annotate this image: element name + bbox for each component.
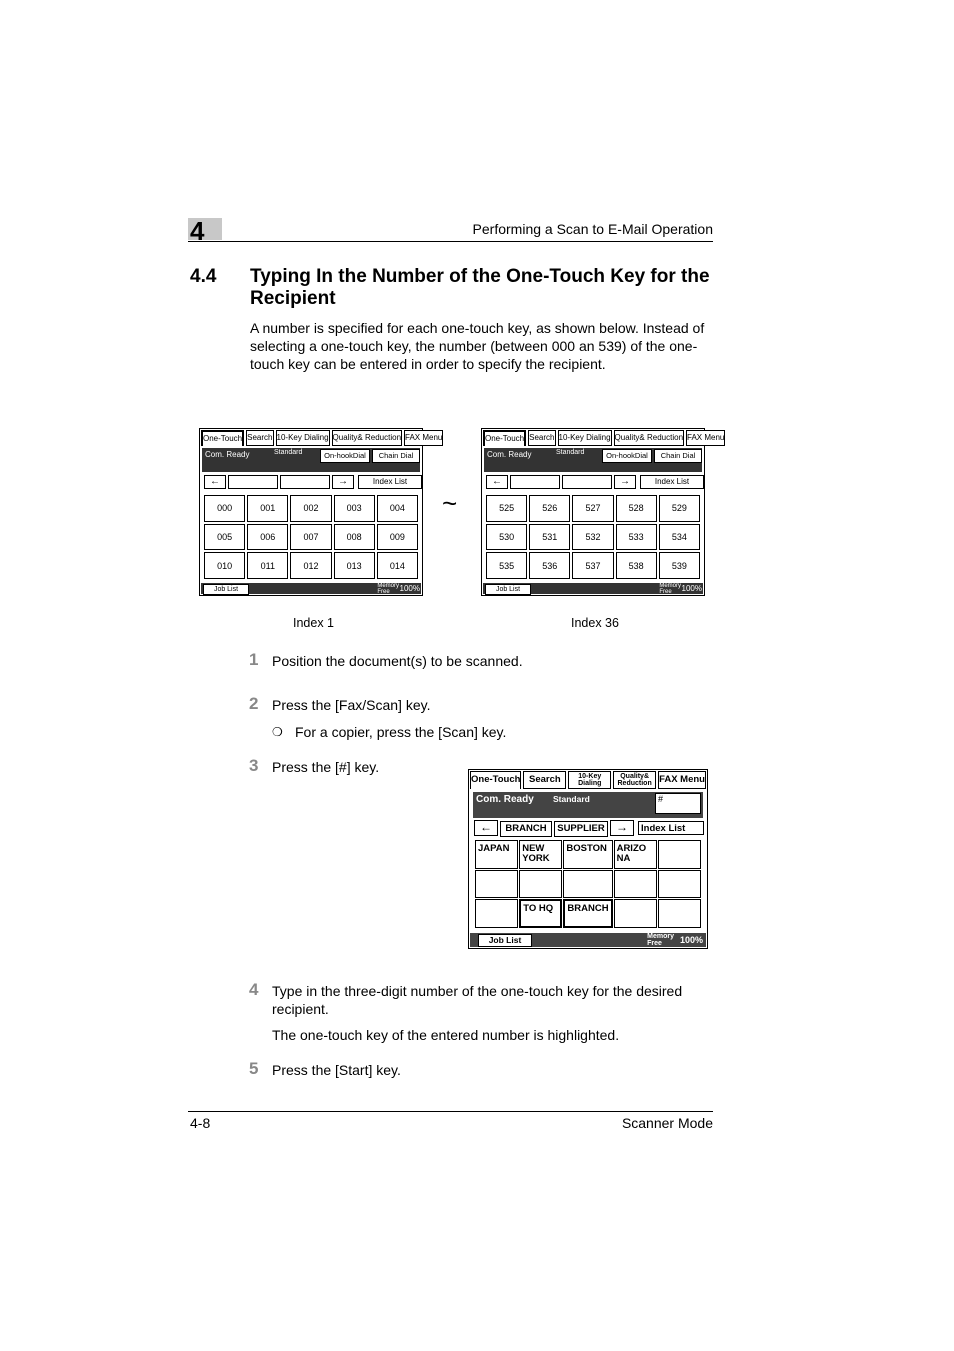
one-touch-key[interactable]: 011 <box>247 552 288 579</box>
status-bar <box>473 792 703 818</box>
one-touch-key[interactable]: 528 <box>616 495 657 522</box>
one-touch-grid <box>475 840 701 928</box>
tab-search[interactable]: Search <box>246 430 273 446</box>
index-slot <box>228 475 278 489</box>
one-touch-key[interactable]: 527 <box>572 495 613 522</box>
step-number: 5 <box>249 1059 259 1078</box>
one-touch-key[interactable]: 008 <box>334 524 375 551</box>
tab-10-key[interactable]: 10-Key Dialing <box>276 430 330 446</box>
one-touch-key[interactable]: 001 <box>247 495 288 522</box>
footer-bar <box>483 583 703 594</box>
one-touch-key[interactable]: 532 <box>572 524 613 551</box>
section-title: Typing In the Number of the One-Touch Key for the Recipient <box>250 266 710 309</box>
status-text: Com. Ready <box>487 450 532 459</box>
step-text: Press the [#] key. <box>272 759 380 775</box>
step-note: The one-touch key of the entered number is highlighted. <box>272 1027 620 1043</box>
status-bar <box>484 448 702 472</box>
standard-label: Standard <box>553 794 590 804</box>
footer-rule <box>188 1111 713 1112</box>
one-touch-key[interactable]: NEW YORK <box>519 840 562 869</box>
tab-one-touch[interactable]: One-Touch <box>470 771 521 789</box>
tab-search[interactable]: Search <box>523 771 566 789</box>
step-number: 2 <box>249 694 259 713</box>
one-touch-key[interactable] <box>475 899 518 928</box>
footer-bar <box>201 583 421 594</box>
tab-search[interactable]: Search <box>528 430 555 446</box>
one-touch-key[interactable]: 529 <box>659 495 700 522</box>
one-touch-key[interactable]: TO HQ <box>519 899 562 928</box>
section-number: 4.4 <box>190 266 217 287</box>
step-number: 3 <box>249 756 259 775</box>
page-number: 4-8 <box>190 1115 211 1131</box>
one-touch-key[interactable] <box>614 870 657 899</box>
index-slot <box>280 475 330 489</box>
one-touch-key[interactable] <box>658 840 701 869</box>
footer-bar <box>470 933 706 947</box>
one-touch-key[interactable]: 002 <box>290 495 331 522</box>
step-text: Press the [Start] key. <box>272 1062 401 1078</box>
index-list-button[interactable]: Index List <box>640 475 704 489</box>
one-touch-key[interactable]: 531 <box>529 524 570 551</box>
fax-screen-index-1 <box>199 428 443 596</box>
job-list-button[interactable]: Job List <box>203 584 249 595</box>
group-branch-button[interactable]: BRANCH <box>500 821 552 837</box>
tab-quality[interactable]: Quality& Reduction <box>614 430 684 446</box>
one-touch-key[interactable] <box>563 870 612 899</box>
tab-one-touch[interactable]: One-Touch <box>201 430 244 446</box>
index-slot <box>562 475 612 489</box>
one-touch-key[interactable]: 526 <box>529 495 570 522</box>
step-text: Position the document(s) to be scanned. <box>272 653 523 669</box>
tab-10-key[interactable]: 10-Key Dialing <box>558 430 612 446</box>
right-arrow-icon[interactable]: → <box>332 475 354 489</box>
one-touch-key[interactable]: JAPAN <box>475 840 518 869</box>
chain-dial-button[interactable]: Chain Dial <box>654 449 702 463</box>
one-touch-key[interactable]: 006 <box>247 524 288 551</box>
onhook-dial-button[interactable]: On-hookDial <box>602 449 652 463</box>
index-nav <box>202 474 420 490</box>
onhook-dial-button[interactable]: On-hookDial <box>320 449 370 463</box>
one-touch-key[interactable]: 000 <box>204 495 245 522</box>
one-touch-key[interactable] <box>658 870 701 899</box>
index-list-button[interactable]: Index List <box>358 475 422 489</box>
one-touch-key[interactable] <box>658 899 701 928</box>
running-header: Performing a Scan to E-Mail Operation <box>472 221 713 237</box>
header-rule <box>188 241 713 242</box>
one-touch-key[interactable]: 009 <box>377 524 418 551</box>
tab-fax-menu[interactable]: FAX Menu <box>404 430 443 446</box>
one-touch-key[interactable]: 004 <box>377 495 418 522</box>
one-touch-key[interactable] <box>475 870 518 899</box>
tab-quality[interactable]: Quality& Reduction <box>613 771 656 789</box>
one-touch-key[interactable]: 014 <box>377 552 418 579</box>
one-touch-key[interactable]: BRANCH <box>563 899 612 928</box>
one-touch-key[interactable]: 537 <box>572 552 613 579</box>
memory-label: Memory Free <box>647 933 674 947</box>
one-touch-key[interactable] <box>519 870 562 899</box>
left-arrow-icon[interactable]: ← <box>204 475 226 489</box>
caption-index-1: Index 1 <box>293 616 335 630</box>
status-text: Com. Ready <box>476 794 534 805</box>
step-text: Type in the three-digit number of the one-touch key for the desired recipient. <box>272 983 683 1017</box>
tab-fax-menu[interactable]: FAX Menu <box>686 430 725 446</box>
chain-dial-button[interactable]: Chain Dial <box>372 449 420 463</box>
memory-label: Memory Free <box>659 583 681 595</box>
memory-percent: 100% <box>399 584 420 593</box>
one-touch-key[interactable]: BOSTON <box>563 840 612 869</box>
caption-index-36: Index 36 <box>571 616 619 630</box>
index-slot <box>510 475 560 489</box>
standard-label: Standard <box>556 449 585 456</box>
left-arrow-icon[interactable]: ← <box>486 475 508 489</box>
standard-label: Standard <box>274 449 303 456</box>
status-bar <box>202 448 420 472</box>
job-list-button[interactable]: Job List <box>478 934 532 947</box>
tab-fax-menu[interactable]: FAX Menu <box>658 771 706 789</box>
index-list-button[interactable]: Index List <box>638 821 704 835</box>
left-arrow-icon[interactable]: ← <box>474 820 498 836</box>
tab-10-key[interactable]: 10-Key Dialing <box>568 771 611 789</box>
fax-screen-hash <box>468 769 708 949</box>
job-list-button[interactable]: Job List <box>485 584 531 595</box>
one-touch-key[interactable]: 007 <box>290 524 331 551</box>
one-touch-key[interactable] <box>614 899 657 928</box>
step-text: Press the [Fax/Scan] key. <box>272 697 431 713</box>
one-touch-key[interactable]: 525 <box>486 495 527 522</box>
one-touch-key[interactable]: 012 <box>290 552 331 579</box>
intro-paragraph: A number is specified for each one-touch key, as shown below. Instead of selecting a one-touch key, the number (between 000 an 539) of the one-touch key can be entered in order to specify the recipient. <box>250 320 705 372</box>
one-touch-key[interactable]: 013 <box>334 552 375 579</box>
group-nav <box>472 819 704 837</box>
one-touch-key[interactable]: 003 <box>334 495 375 522</box>
one-touch-key[interactable]: 530 <box>486 524 527 551</box>
one-touch-key[interactable]: 534 <box>659 524 700 551</box>
step-number: 1 <box>249 650 259 669</box>
one-touch-key[interactable]: ARIZO NA <box>614 840 657 869</box>
one-touch-grid <box>486 495 700 579</box>
step-number: 4 <box>249 980 259 999</box>
index-nav <box>484 474 702 490</box>
one-touch-grid <box>204 495 418 579</box>
footer-title: Scanner Mode <box>621 1115 713 1131</box>
number-entry-field[interactable]: # <box>655 793 701 814</box>
fax-screen-index-36 <box>481 428 725 596</box>
one-touch-key[interactable]: 539 <box>659 552 700 579</box>
one-touch-key[interactable]: 010 <box>204 552 245 579</box>
one-touch-key[interactable]: 538 <box>616 552 657 579</box>
right-arrow-icon[interactable]: → <box>610 820 634 836</box>
range-tilde: ~ <box>442 488 458 518</box>
one-touch-key[interactable]: 536 <box>529 552 570 579</box>
chapter-number: 4 <box>190 216 205 246</box>
one-touch-key[interactable]: 533 <box>616 524 657 551</box>
tab-quality[interactable]: Quality& Reduction <box>332 430 402 446</box>
one-touch-key[interactable]: 005 <box>204 524 245 551</box>
tab-one-touch[interactable]: One-Touch <box>483 430 526 446</box>
group-supplier-button[interactable]: SUPPLIER <box>554 821 608 837</box>
one-touch-key[interactable]: 535 <box>486 552 527 579</box>
memory-percent: 100% <box>679 935 703 945</box>
memory-percent: 100% <box>681 584 702 593</box>
memory-label: Memory Free <box>377 583 399 595</box>
step-subtext: For a copier, press the [Scan] key. <box>295 724 507 740</box>
bullet-circle-icon: ❍ <box>272 725 283 739</box>
right-arrow-icon[interactable]: → <box>614 475 636 489</box>
status-text: Com. Ready <box>205 450 250 459</box>
